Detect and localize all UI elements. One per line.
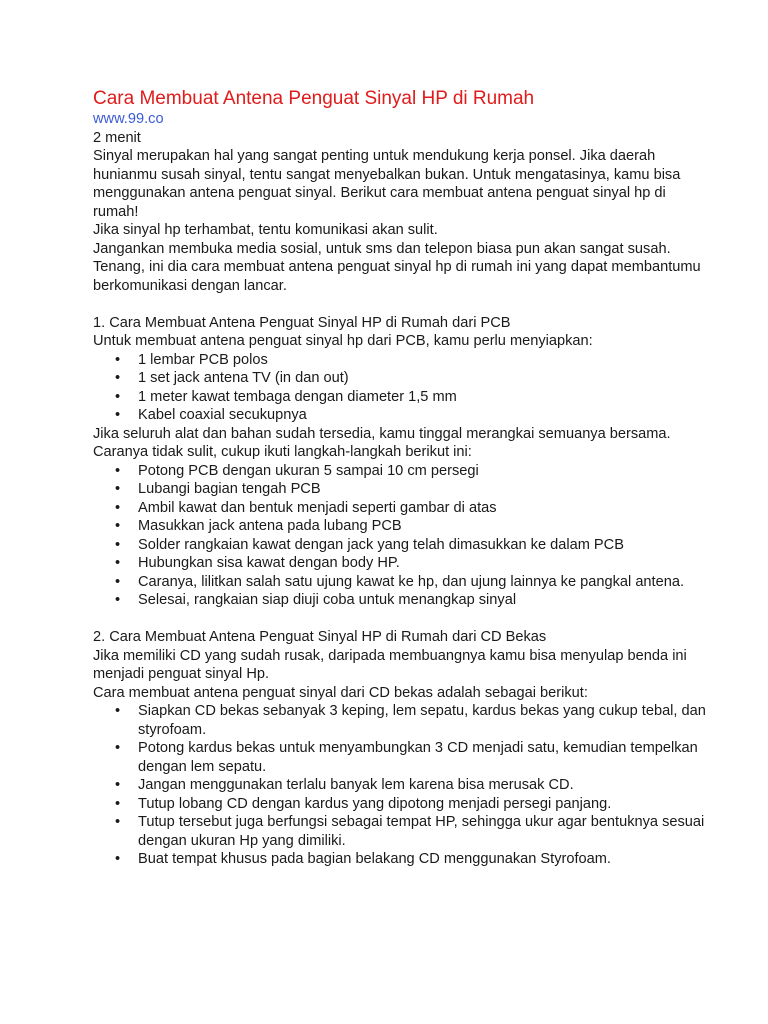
list-item: • Tutup tersebut juga berfungsi sebagai tempat HP, sehingga ukur agar bentuknya sesuai dengan ukuran Hp yang dimiliki. bbox=[138, 813, 708, 850]
list-item: • Potong PCB dengan ukuran 5 sampai 10 cm persegi bbox=[138, 462, 708, 481]
intro-paragraph: Jangankan membuka media sosial, untuk sms dan telepon biasa pun akan sangat susah. bbox=[93, 240, 671, 257]
section1-after-materials: Jika seluruh alat dan bahan sudah tersedia, kamu tinggal merangkai semuanya bersama. bbox=[93, 425, 671, 442]
list-item: • Jangan menggunakan terlalu banyak lem karena bisa merusak CD. bbox=[138, 776, 708, 795]
list-item: • Caranya, lilitkan salah satu ujung kawat ke hp, dan ujung lainnya ke pangkal antena. bbox=[138, 573, 708, 592]
spacer bbox=[93, 295, 708, 314]
list-item: • 1 lembar PCB polos bbox=[138, 351, 708, 370]
section2-heading: 2. Cara Membuat Antena Penguat Sinyal HP di Rumah dari CD Bekas bbox=[93, 629, 547, 645]
section1-heading: 1. Cara Membuat Antena Penguat Sinyal HP di Rumah dari PCB bbox=[93, 314, 511, 331]
source-link[interactable]: www.99.co bbox=[93, 111, 164, 127]
list-item: • 1 set jack antena TV (in dan out) bbox=[138, 369, 708, 388]
list-item: • Masukkan jack antena pada lubang PCB bbox=[138, 517, 708, 536]
list-item: • Potong kardus bekas untuk menyambungkan 3 CD menjadi satu, kemudian tempelkan dengan lem sepatu. bbox=[138, 739, 708, 776]
section2-steps-list bbox=[93, 702, 708, 869]
intro-paragraph: Sinyal merupakan hal yang sangat penting untuk mendukung kerja ponsel. Jika daerah hunianmu susah sinyal, tentu sangat menyebalkan bukan. Untuk mengatasinya, kamu bisa menggunakan antena penguat sinyal. Berikut cara membuat antena penguat sinyal hp di rumah! bbox=[93, 148, 681, 220]
list-item: • Buat tempat khusus pada bagian belakang CD menggunakan Styrofoam. bbox=[138, 850, 708, 869]
section2-lead: Jika memiliki CD yang sudah rusak, daripada membuangnya kamu bisa menyulap benda ini menjadi penguat sinyal Hp. bbox=[93, 647, 687, 682]
section2-steps-lead: Cara membuat antena penguat sinyal dari CD bekas adalah sebagai berikut: bbox=[93, 684, 588, 701]
list-item: • Siapkan CD bekas sebanyak 3 keping, lem sepatu, kardus bekas yang cukup tebal, dan styrofoam. bbox=[138, 702, 708, 739]
list-item: • Selesai, rangkaian siap diuji coba untuk menangkap sinyal bbox=[138, 591, 708, 610]
article-title: Cara Membuat Antena Penguat Sinyal HP di Rumah bbox=[93, 88, 535, 109]
list-item: • Lubangi bagian tengah PCB bbox=[138, 480, 708, 499]
list-item: • Ambil kawat dan bentuk menjadi seperti gambar di atas bbox=[138, 499, 708, 518]
list-item: • Kabel coaxial secukupnya bbox=[138, 406, 708, 425]
read-time: 2 menit bbox=[93, 129, 141, 146]
intro-paragraph: Tenang, ini dia cara membuat antena penguat sinyal hp di rumah ini yang dapat membantumu berkomunikasi dengan lancar. bbox=[93, 259, 701, 294]
list-item: • Tutup lobang CD dengan kardus yang dipotong menjadi persegi panjang. bbox=[138, 795, 708, 814]
list-item: • 1 meter kawat tembaga dengan diameter 1,5 mm bbox=[138, 388, 708, 407]
materials-list bbox=[93, 351, 708, 425]
section1-lead: Untuk membuat antena penguat sinyal hp dari PCB, kamu perlu menyiapkan: bbox=[93, 333, 593, 349]
intro-paragraph: Jika sinyal hp terhambat, tentu komunikasi akan sulit. bbox=[93, 222, 438, 238]
list-item: • Hubungkan sisa kawat dengan body HP. bbox=[138, 554, 708, 573]
list-item: • Solder rangkaian kawat dengan jack yang telah dimasukkan ke dalam PCB bbox=[138, 536, 708, 555]
spacer bbox=[93, 610, 708, 629]
section1-steps-lead: Caranya tidak sulit, cukup ikuti langkah-langkah berikut ini: bbox=[93, 444, 472, 460]
section1-steps-list bbox=[93, 462, 708, 610]
